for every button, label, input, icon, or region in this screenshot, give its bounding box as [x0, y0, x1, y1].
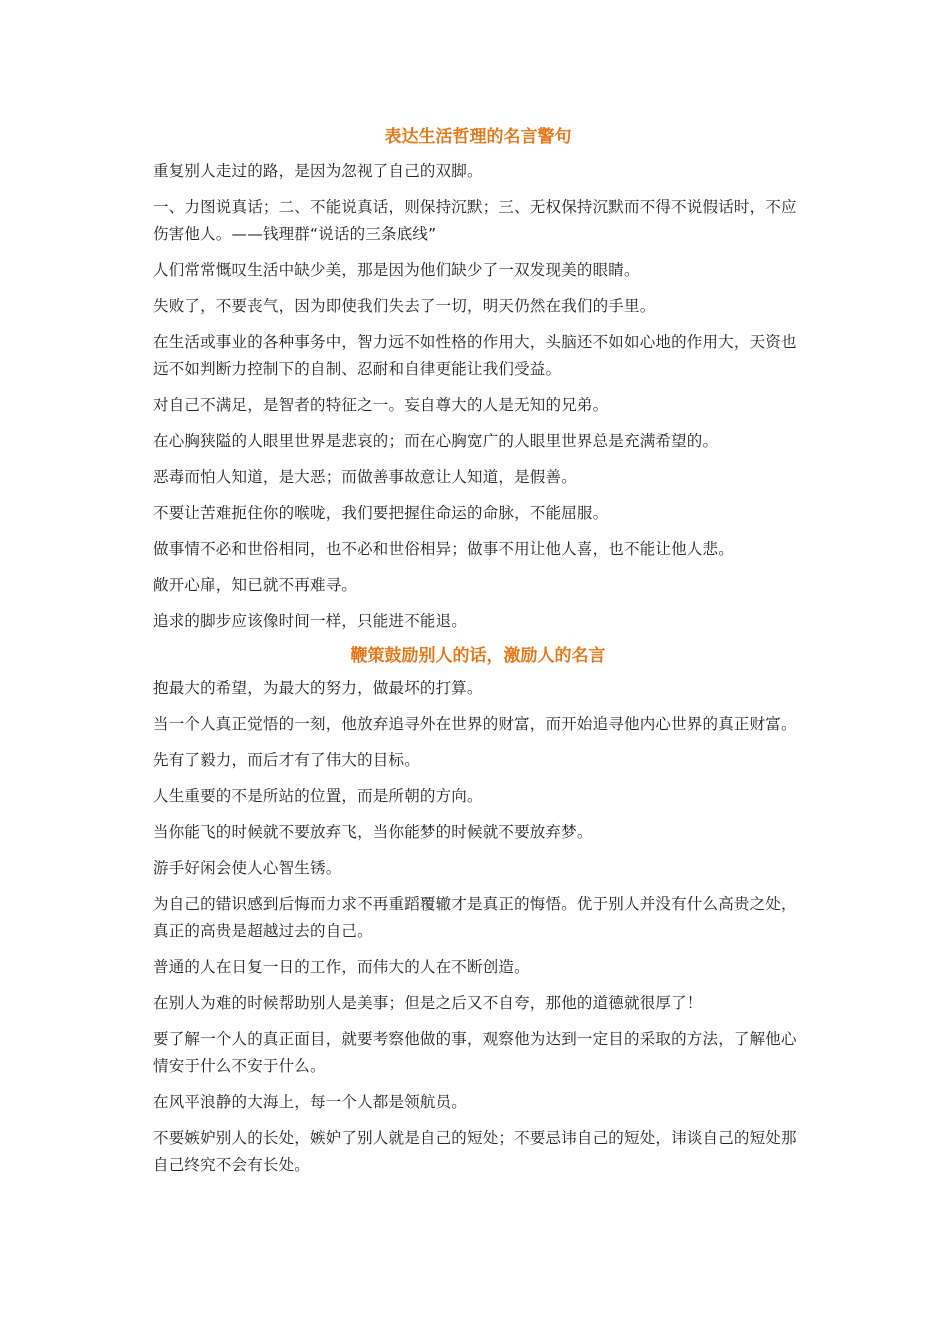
quote-paragraph: 人生重要的不是所站的位置，而是所朝的方向。 — [153, 787, 483, 805]
quote-paragraph: 在风平浪静的大海上，每一个人都是领航员。 — [153, 1093, 468, 1111]
quote-paragraph: 当一个人真正觉悟的一刻，他放弃追寻外在世界的财富，而开始追寻他内心世界的真正财富。 — [153, 715, 797, 733]
quote-paragraph: 做事情不必和世俗相同，也不必和世俗相异；做事不用让他人喜，也不能让他人悲。 — [153, 540, 734, 558]
quote-paragraph: 重复别人走过的路，是因为忽视了自己的双脚。 — [153, 162, 483, 180]
quote-paragraph: 游手好闲会使人心智生锈。 — [153, 859, 342, 877]
quote-paragraph: 一、力图说真话；二、不能说真话，则保持沉默；三、无权保持沉默而不得不说假话时，不应伤害他人。——钱理群“说话的三条底线” — [153, 198, 797, 243]
quote-paragraph: 敞开心扉，知已就不再难寻。 — [153, 576, 358, 594]
quote-paragraph: 抱最大的希望，为最大的努力，做最坏的打算。 — [153, 679, 483, 697]
quote-paragraph: 在心胸狭隘的人眼里世界是悲哀的；而在心胸宽广的人眼里世界总是充满希望的。 — [153, 432, 719, 450]
quote-paragraph: 当你能飞的时候就不要放弃飞，当你能梦的时候就不要放弃梦。 — [153, 823, 593, 841]
quote-paragraph: 不要嫉妒别人的长处，嫉妒了别人就是自己的短处；不要忌讳自己的短处，讳谈自己的短处那自己终究不会有长处。 — [153, 1129, 797, 1174]
section-2-title: 鞭策鼓励别人的话，激励人的名言 — [350, 646, 606, 666]
quote-paragraph: 为自己的错识感到后悔而力求不再重蹈覆辙才是真正的悔悟。优于别人并没有什么高贵之处，真正的高贵是超越过去的自己。 — [153, 895, 797, 940]
quote-paragraph: 在生活或事业的各种事务中，智力远不如性格的作用大，头脑还不如如心地的作用大，天资也远不如判断力控制下的自制、忍耐和自律更能让我们受益。 — [153, 333, 797, 378]
quote-paragraph: 在别人为难的时候帮助别人是美事；但是之后又不自夸，那他的道德就很厚了！ — [153, 994, 703, 1012]
quote-paragraph: 失败了，不要丧气，因为即使我们失去了一切，明天仍然在我们的手里。 — [153, 297, 656, 315]
quote-paragraph: 追求的脚步应该像时间一样，只能进不能退。 — [153, 612, 468, 630]
quote-paragraph: 不要让苦难扼住你的喉咙，我们要把握住命运的命脉，不能屈服。 — [153, 504, 609, 522]
quote-paragraph: 普通的人在日复一日的工作，而伟大的人在不断创造。 — [153, 958, 530, 976]
document-page — [153, 124, 803, 1179]
quote-paragraph: 人们常常慨叹生活中缺少美，那是因为他们缺少了一双发现美的眼睛。 — [153, 261, 640, 279]
quote-paragraph: 要了解一个人的真正面目，就要考察他做的事，观察他为达到一定目的采取的方法，了解他心情安于什么不安于什么。 — [153, 1030, 797, 1075]
quote-paragraph: 对自己不满足，是智者的特征之一。妄自尊大的人是无知的兄弟。 — [153, 396, 609, 414]
quote-paragraph: 恶毒而怕人知道，是大恶；而做善事故意让人知道，是假善。 — [153, 468, 577, 486]
quote-paragraph: 先有了毅力，而后才有了伟大的目标。 — [153, 751, 420, 769]
section-1-title: 表达生活哲理的名言警句 — [384, 127, 572, 147]
